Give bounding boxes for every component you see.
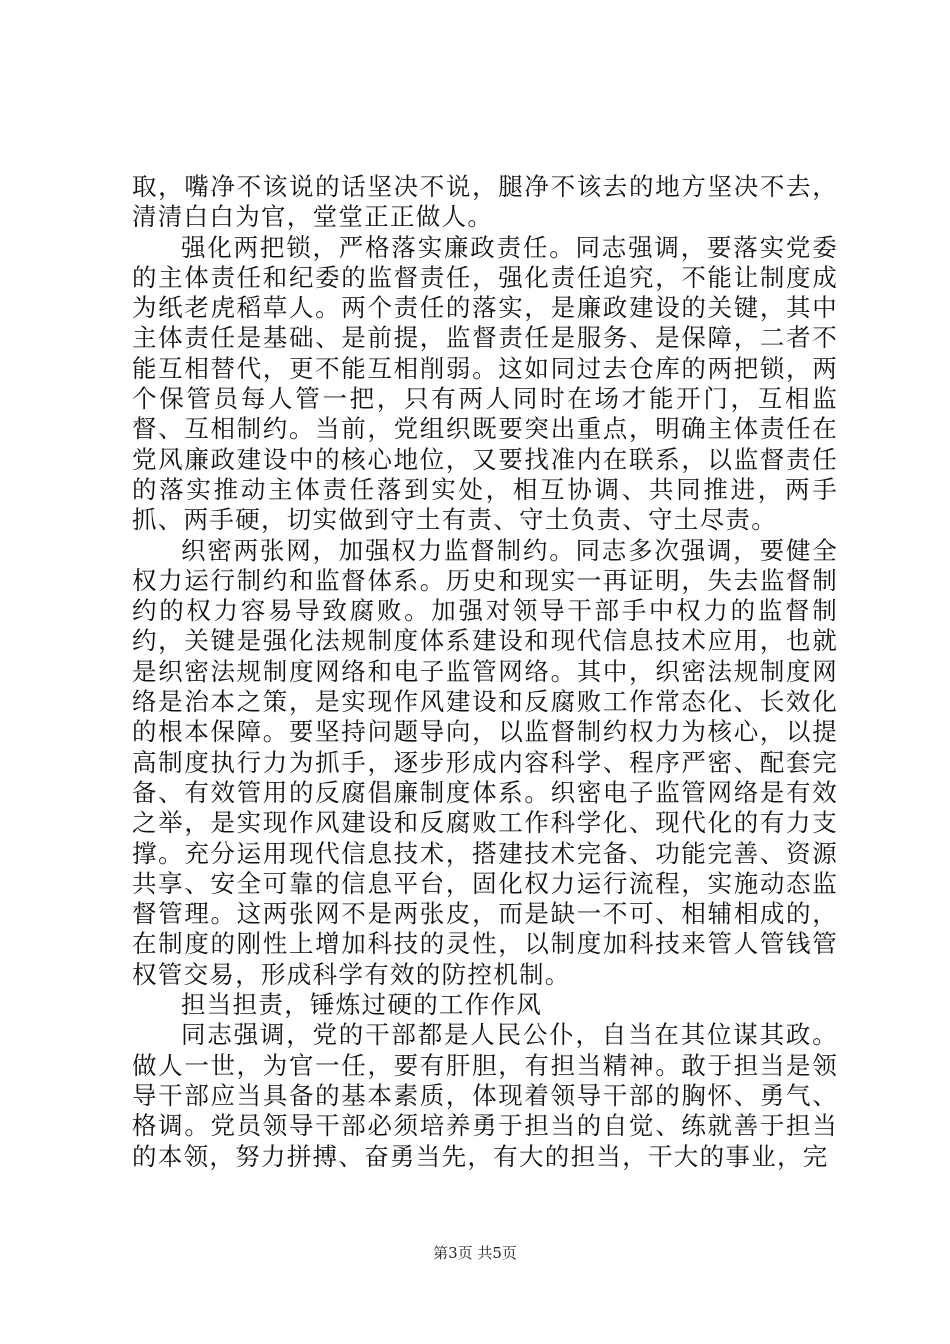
section-heading: 担当担责，锤炼过硬的工作作风	[181, 990, 543, 1020]
page-number-footer: 第3页 共5页	[433, 1244, 517, 1262]
paragraph-two-nets: 织密两张网，加强权力监督制约。同志多次强调，要健全权力运行制约和监督体系。历史和现实一再证明，失去监督制约的权力容易导致腐败。加强对领导干部手中权力的监督制约，关键是强化法规制度体系建设和现代信息技术应用，也就是织密法规制度网络和电子监管网络。其中，织密法规制度网络是治本之策，是实现作风建设和反腐败工作常态化、长效化的根本保障。要坚持问题导向，以监督制约权力为核心，以提高制度执行力为抓手，逐步形成内容科学、程序严密、配套完备、有效管用的反腐倡廉制度体系。织密电子监管网络是有效之举，是实现作风建设和反腐败工作科学化、现代化的有力支撑。充分运用现代信息技术，搭建技术完备、功能完善、资源共享、安全可靠的信息平台，固化权力运行流程，实施动态监督管理。这两张网不是两张皮，而是缺一不可、相辅相成的，在制度的刚性上增加科技的灵性，以制度加科技来管人管钱管权管交易，形成科学有效的防控机制。	[132, 535, 838, 989]
document-body	[132, 172, 838, 1172]
paragraph-responsibility: 同志强调，党的干部都是人民公仆，自当在其位谋其政。做人一世，为官一任，要有肝胆，有担当精神。敢于担当是领导干部应当具备的基本素质，体现着领导干部的胸怀、勇气、格调。党员领导干部必须培养勇于担当的自觉、练就善于担当的本领，努力拼搏、奋勇当先，有大的担当，干大的事业，完	[132, 1020, 838, 1171]
paragraph-two-locks: 强化两把锁，严格落实廉政责任。同志强调，要落实党委的主体责任和纪委的监督责任，强化责任追究，不能让制度成为纸老虎稻草人。两个责任的落实，是廉政建设的关键，其中主体责任是基础、是前提，监督责任是服务、是保障，二者不能互相替代，更不能互相削弱。这如同过去仓库的两把锁，两个保管员每人管一把，只有两人同时在场才能开门，互相监督、互相制约。当前，党组织既要突出重点，明确主体责任在党风廉政建设中的核心地位，又要找准内在联系，以监督责任的落实推动主体责任落到实处，相互协调、共同推进，两手抓、两手硬，切实做到守土有责、守土负责、守土尽责。	[132, 232, 838, 535]
paragraph-continuation: 取，嘴净不该说的话坚决不说，腿净不该去的地方坚决不去，清清白白为官，堂堂正正做人。	[132, 172, 838, 232]
